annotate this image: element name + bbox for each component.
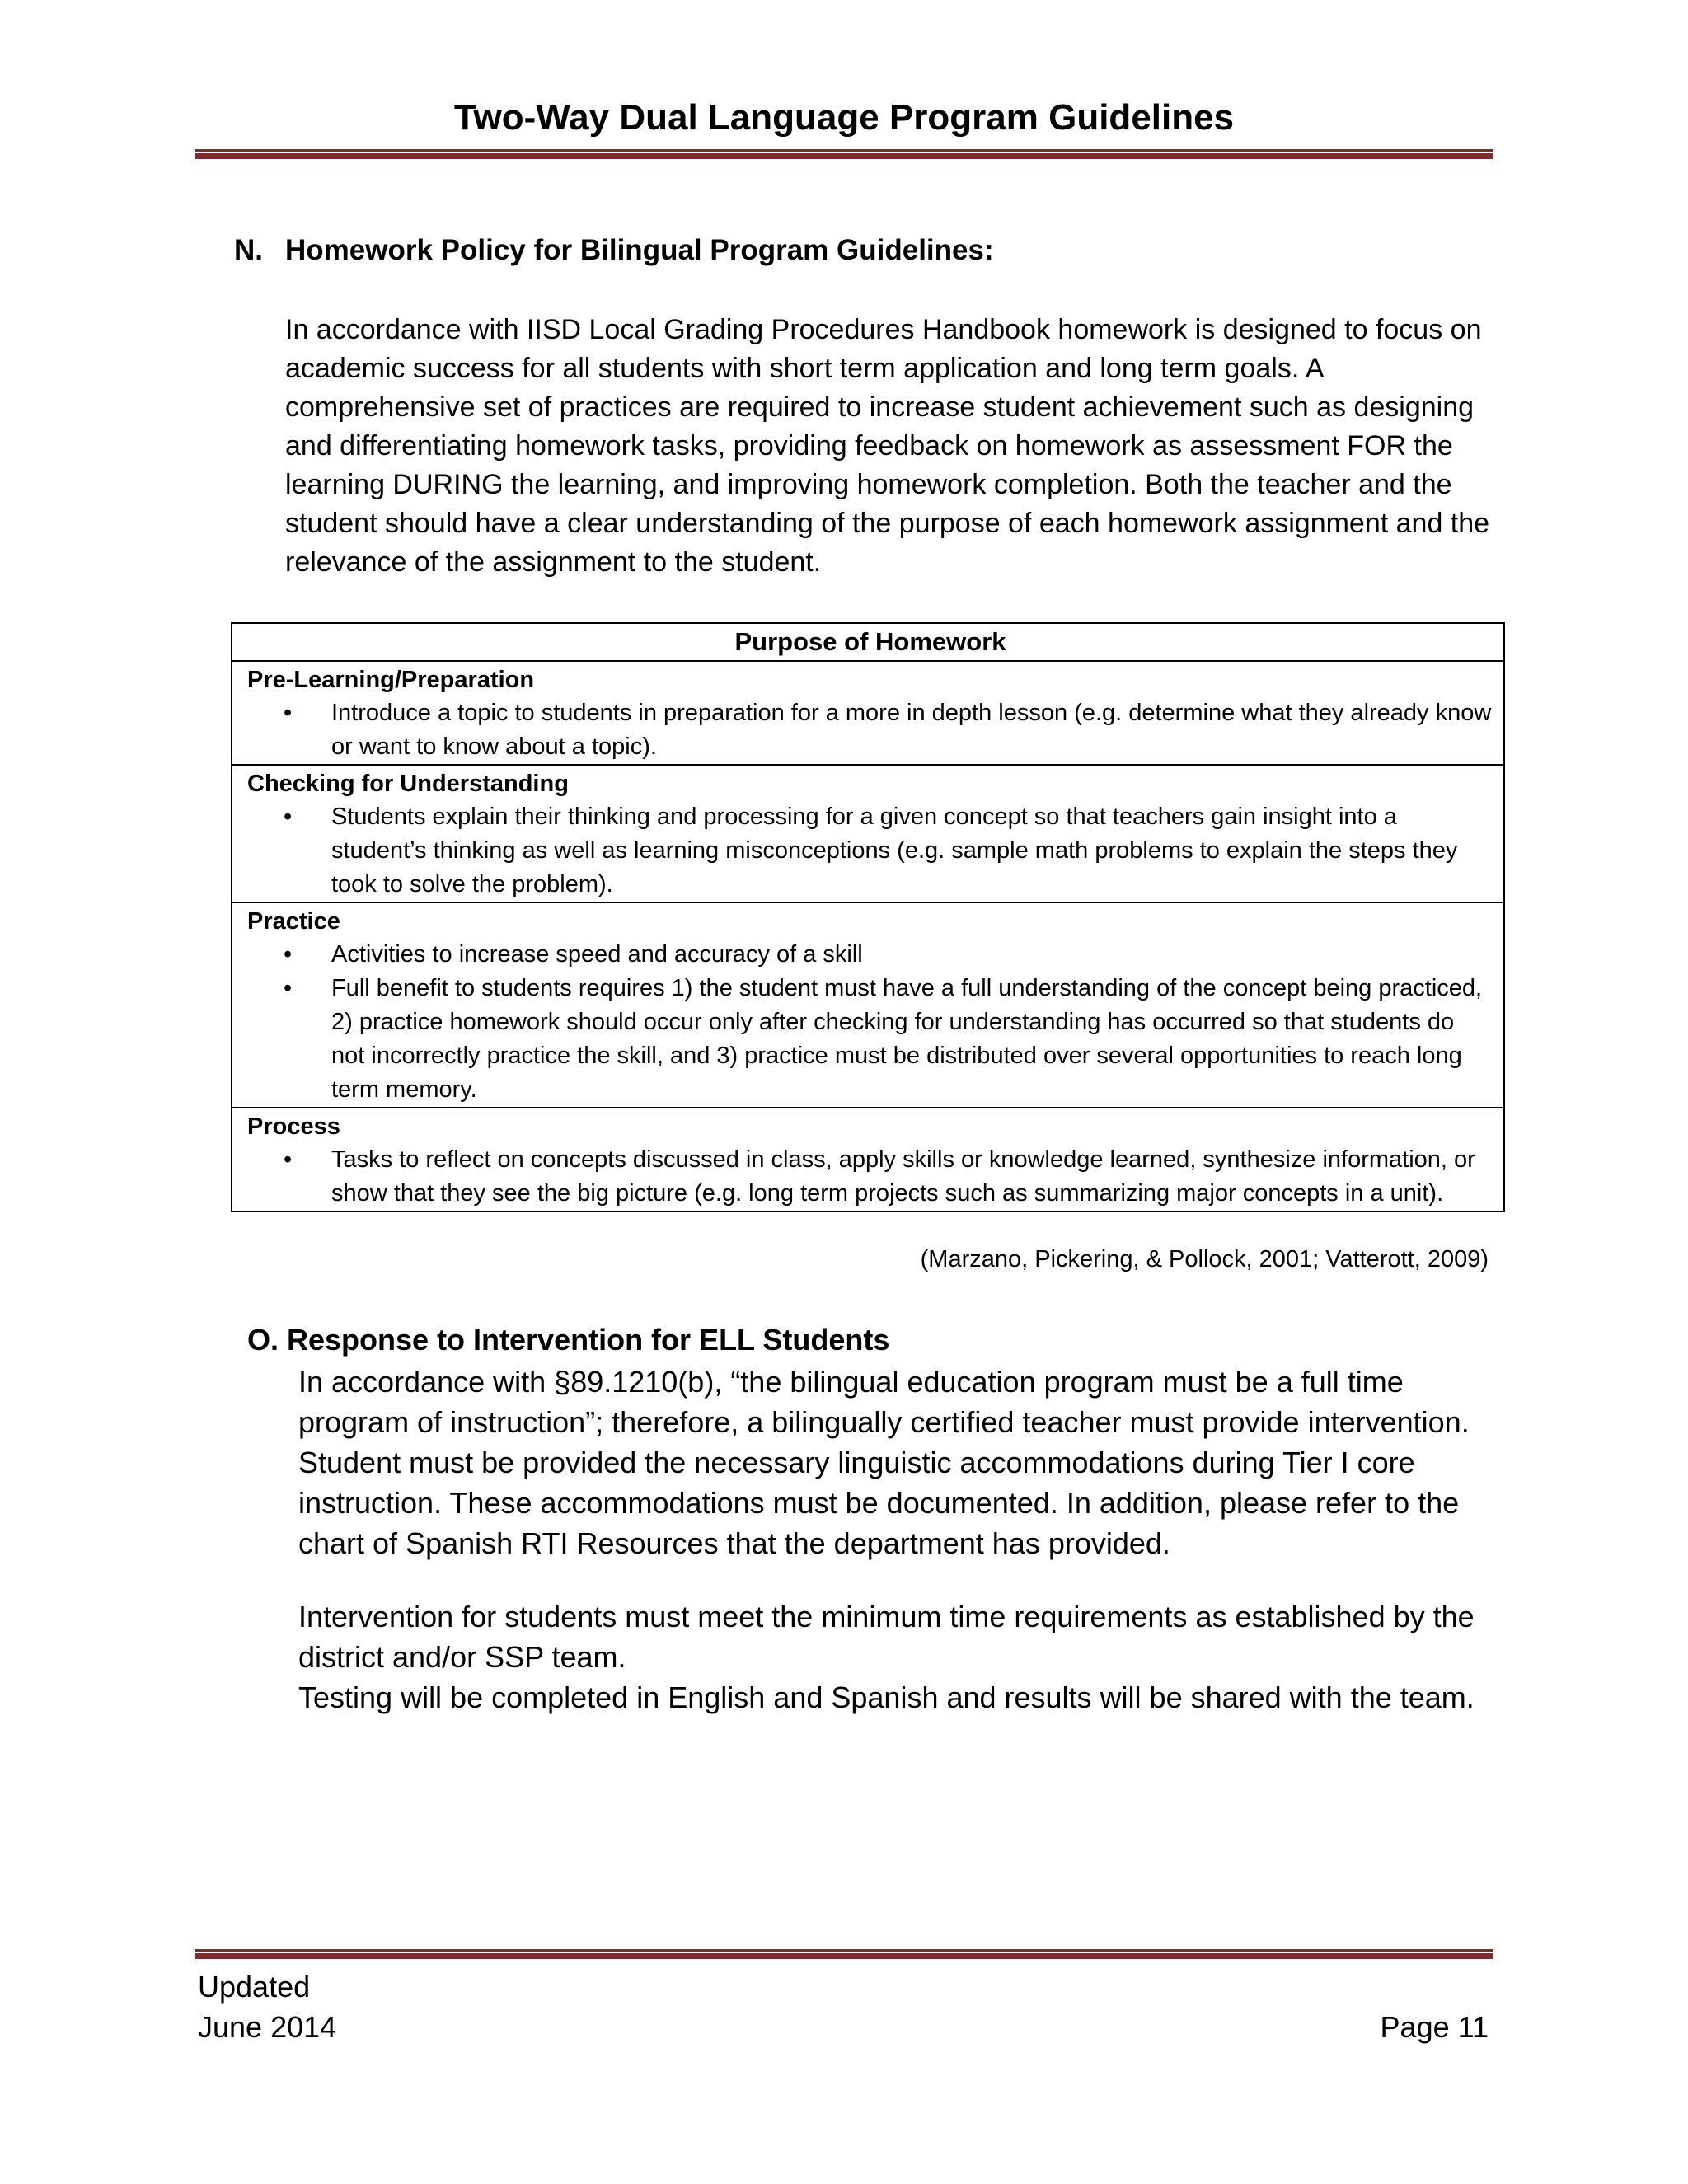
purpose-of-homework-table <box>231 622 1505 1212</box>
bullet-item: • Students explain their thinking and processing for a given concept so that teachers gain insight into a student’s thinking as well as learning misconceptions (e.g. sample math problems to explain the steps they took to solve the problem). <box>331 800 1493 902</box>
bullet-list <box>247 696 1493 764</box>
bullet-item: • Activities to increase speed and accuracy of a skill <box>331 938 1493 972</box>
table-citation: (Marzano, Pickering, & Pollock, 2001; Vatterott, 2009) <box>920 1246 1489 1272</box>
page-title: Two-Way Dual Language Program Guidelines <box>453 97 1235 138</box>
header-rule <box>195 149 1493 159</box>
bullet-item: • Tasks to reflect on concepts discussed in class, apply skills or knowledge learned, synthesize information, or show that they see the big picture (e.g. long term projects such as summarizing major concepts in a unit). <box>331 1143 1493 1211</box>
bullet-list <box>247 1143 1493 1211</box>
row-title: Process <box>247 1113 340 1140</box>
section-o-paragraph-1: In accordance with §89.1210(b), “the bilingual education program must be a full time program of instruction”; therefore, a bilingually certified teacher must provide intervention. Student must be provided the necessary linguistic accommodations during Tier I core instruction. These accommodations must be documented. In addition, please refer to the chart of Spanish RTI Resources that the department has provided. <box>298 1365 1470 1560</box>
row-title: Checking for Understanding <box>247 771 569 797</box>
page-number: Page 11 <box>1380 2010 1489 2044</box>
footer-left <box>198 1966 336 2047</box>
section-n-paragraph: In accordance with IISD Local Grading Procedures Handbook homework is designed to focus on academic success for all students with short term application and long term goals. A comprehensive set of practices are required to increase student achievement such as designing and differentiating homework tasks, providing feedback on homework as assessment FOR the learning DURING the learning, and improving homework completion. Both the teacher and the student should have a clear understanding of the purpose of each homework assignment and the relevance of the assignment to the student. <box>285 314 1490 578</box>
section-o-body <box>298 1361 1502 1718</box>
section-n-body <box>285 311 1497 582</box>
section-o-heading: O. Response to Intervention for ELL Students <box>247 1323 890 1357</box>
bullet-list <box>247 938 1493 1107</box>
table-caption: Purpose of Homework <box>232 623 1504 661</box>
section-n-title: Homework Policy for Bilingual Program Guidelines: <box>285 234 994 266</box>
bullet-item: • Full benefit to students requires 1) the student must have a full understanding of the concept being practiced, 2) practice homework should occur only after checking for understanding has occurred so that students do not incorrectly practice the skill, and 3) practice must be distributed over several opportunities to reach long term memory. <box>331 972 1493 1107</box>
footer-rule <box>195 1949 1493 1959</box>
section-o-paragraph-2: Intervention for students must meet the minimum time requirements as established by the district and/or SSP team. <box>298 1600 1475 1674</box>
footer-date: June 2014 <box>198 2010 337 2044</box>
section-n-heading <box>234 234 994 267</box>
bullet-item: • Introduce a topic to students in preparation for a more in depth lesson (e.g. determine what they already know or want to know about a topic). <box>331 696 1493 764</box>
row-title: Practice <box>247 908 340 935</box>
row-title: Pre-Learning/Preparation <box>247 667 535 693</box>
section-o-paragraph-3: Testing will be completed in English and Spanish and results will be shared with the team. <box>298 1680 1475 1714</box>
table-row-pre-learning <box>232 661 1504 765</box>
table-row-checking <box>232 765 1504 902</box>
table-row-practice <box>232 902 1504 1108</box>
bullet-list <box>247 800 1493 902</box>
footer-updated-label: Updated <box>198 1970 311 2004</box>
table-row-process <box>232 1108 1504 1212</box>
section-n-letter: N. <box>234 234 263 266</box>
